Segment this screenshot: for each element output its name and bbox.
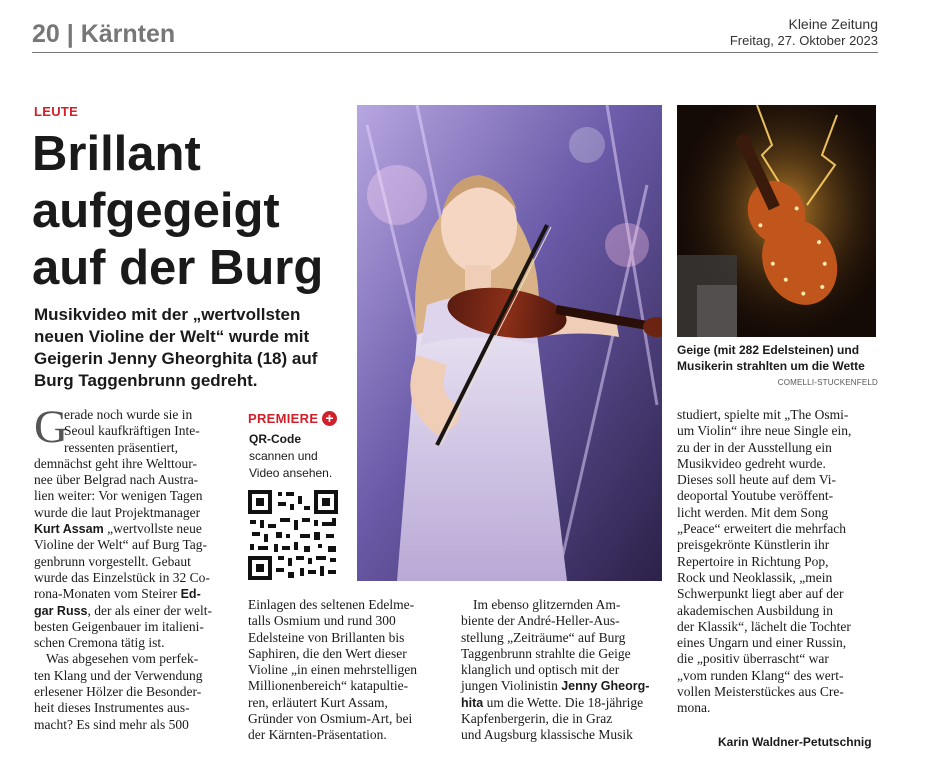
qr-code[interactable] [248, 490, 338, 580]
headline-line: aufgegeigt [32, 184, 280, 238]
text-line: genbrunn vorgestellt. Gebaut [34, 553, 191, 569]
text-line: Rock und Neoklassik, „mein [677, 569, 833, 585]
text-line: Einlagen des seltenen Edelme- [248, 597, 415, 612]
deck-line: Geigerin Jenny Gheorghita (18) auf [34, 349, 318, 368]
text-line: Edelsteine von Brillanten bis [248, 629, 405, 645]
headline-line: auf der Burg [32, 241, 324, 295]
text-line [34, 603, 234, 619]
text-line: Musikvideo gedreht wurde. [677, 455, 826, 471]
drop-cap: G [34, 401, 68, 453]
deck-line: neuen Violine der Welt“ wurde mit [34, 327, 310, 346]
photo-caption [677, 342, 877, 374]
headline-line: Brillant [32, 127, 201, 181]
text-line: studiert, spielte mit „The Osmi- [677, 407, 849, 422]
text-line: demnächst geht ihre Welttour- [34, 455, 197, 471]
header-divider [32, 52, 878, 53]
issue-date: Freitag, 27. Oktober 2023 [729, 33, 878, 48]
text-line: Gründer von Osmium-Art, bei [248, 711, 413, 727]
caption-line: Geige (mit 282 Edelsteinen) und [677, 343, 860, 357]
text-line: Seoul kaufkräftigen Inte- [64, 423, 200, 439]
article-column-1 [34, 401, 234, 733]
text-line: stellung „Zeiträume“ auf Burg [461, 629, 626, 645]
text-line: licht werden. Mit dem Song [677, 504, 829, 520]
text-line: Kapfenbergerin, die in Graz [461, 711, 613, 727]
person-name: hita [461, 695, 484, 710]
qr-code-graphic [248, 490, 338, 580]
text-line: Was abgesehen vom perfek- [46, 651, 199, 667]
text-line: zu der in der Ausstellung ein [677, 439, 832, 455]
text-line: Saphiren, die den Wert dieser [248, 645, 407, 661]
text-line: ten Klang und der Verwendung [34, 667, 203, 683]
text-line: biente der André-Heller-Aus- [461, 613, 620, 629]
text-line: talls Osmium und rund 300 [248, 613, 396, 629]
text-line [34, 521, 234, 537]
text-line: akademischen Ausbildung in [677, 602, 833, 618]
person-name: Ed- [180, 587, 201, 602]
text-line: eines Ungarn und einer Russin, [677, 635, 847, 651]
article-column-4 [677, 407, 877, 717]
text-line: Violine der Welt“ auf Burg Tag- [34, 537, 207, 553]
article-kicker: LEUTE [34, 104, 79, 119]
text-line: Taggenbrunn strahlte die Geige [461, 645, 631, 661]
text-run: , der als einer der welt- [87, 602, 212, 618]
text-line: ren, erläutert Kurt Assam, [248, 694, 388, 710]
text-line: lien weiter: Vor wenigen Tagen [34, 488, 203, 504]
text-run: „wertvollste neue [103, 521, 202, 537]
article-column-2 [248, 597, 448, 744]
text-line: und Augsburg klassische Musik [461, 727, 633, 743]
text-line: „vom runden Klang“ des wert- [677, 667, 844, 683]
photo-credit: COMELLI-STUCKENFELD [777, 378, 878, 387]
text-line: heit dieses Instrumentes aus- [34, 700, 190, 716]
caption-line: Musikerin strahlten um die Wette [677, 359, 865, 373]
article-column-3 [461, 597, 661, 744]
text-line: der Klassik“, lächelt die Tochter [677, 618, 851, 634]
text-line: ressenten präsentiert, [64, 439, 178, 455]
text-line: Im ebenso glitzernden Am- [473, 597, 621, 612]
plus-circle-icon: + [322, 411, 337, 426]
text-line: Violine „in einen mehrstelligen [248, 662, 418, 678]
text-line: besten Geigenbauer im italieni- [34, 618, 204, 634]
article-author: Karin Waldner-Petutschnig [718, 735, 872, 749]
qr-instruction: Video ansehen. [249, 466, 333, 480]
section-name: Kärnten [80, 20, 176, 48]
person-name: Jenny Gheorg- [561, 679, 650, 694]
text-run: jungen Violinistin [461, 678, 562, 694]
text-line: wurde das Einzelstück in 32 Co- [34, 569, 210, 585]
text-line: Repertoire in Richtung Pop, [677, 553, 829, 569]
deck-line: Burg Taggenbrunn gedreht. [34, 371, 258, 390]
text-line: macht? Es sind mehr als 500 [34, 716, 189, 732]
qr-instruction: scannen und [249, 449, 318, 463]
article-headline [32, 126, 352, 297]
text-line: preisgekrönte Künstlerin ihr [677, 537, 830, 553]
text-line: der Kärnten-Präsentation. [248, 727, 387, 743]
text-line: erlesener Hölzer die Besonder- [34, 684, 202, 700]
text-line [461, 695, 661, 711]
text-line: deoportal Youtube veröffent- [677, 488, 834, 504]
publication-name: Kleine Zeitung [788, 16, 878, 32]
jeweled-violin-illustration [677, 105, 876, 337]
text-line: wurde die laut Projektmanager [34, 504, 201, 520]
violinist-illustration [357, 105, 662, 581]
person-name: Kurt Assam [34, 522, 104, 537]
text-run: um die Wette. Die 18-jährige [483, 694, 644, 710]
text-line: klanglich und optisch mit der [461, 662, 620, 678]
text-line [34, 586, 234, 602]
text-line: um Violin“ ihre neue Single ein, [677, 423, 852, 439]
qr-title: QR-Code [249, 432, 301, 446]
deck-line: Musikvideo mit der „wertvollsten [34, 305, 301, 324]
article-deck [34, 304, 352, 392]
text-line: Dieses soll heute auf dem Vi- [677, 472, 837, 488]
violinist-photo [357, 105, 662, 581]
text-line: nee über Belgrad nach Austra- [34, 472, 199, 488]
text-line: die „positiv überrascht“ war [677, 651, 829, 667]
violin-photo [677, 105, 876, 337]
person-name: gar Russ [34, 603, 88, 618]
text-line [461, 678, 661, 694]
text-line: Millionenbereich“ katapultie- [248, 678, 409, 694]
text-line: schen Cremona tätig ist. [34, 635, 165, 651]
text-line: „Peace“ erweitert die mehrfach [677, 521, 847, 537]
text-line: Schwerpunkt liegt aber auf der [677, 586, 844, 602]
page-number: 20 [32, 20, 60, 48]
text-run: rona-Monaten vom Steirer [34, 586, 181, 602]
text-line: vollen Meisterstückes aus Cre- [677, 684, 844, 700]
text-line: erade noch wurde sie in [64, 407, 193, 422]
page-number-section: 20 | Kärnten [32, 20, 176, 48]
text-line: mona. [677, 700, 711, 716]
premiere-label: PREMIERE [248, 411, 319, 426]
